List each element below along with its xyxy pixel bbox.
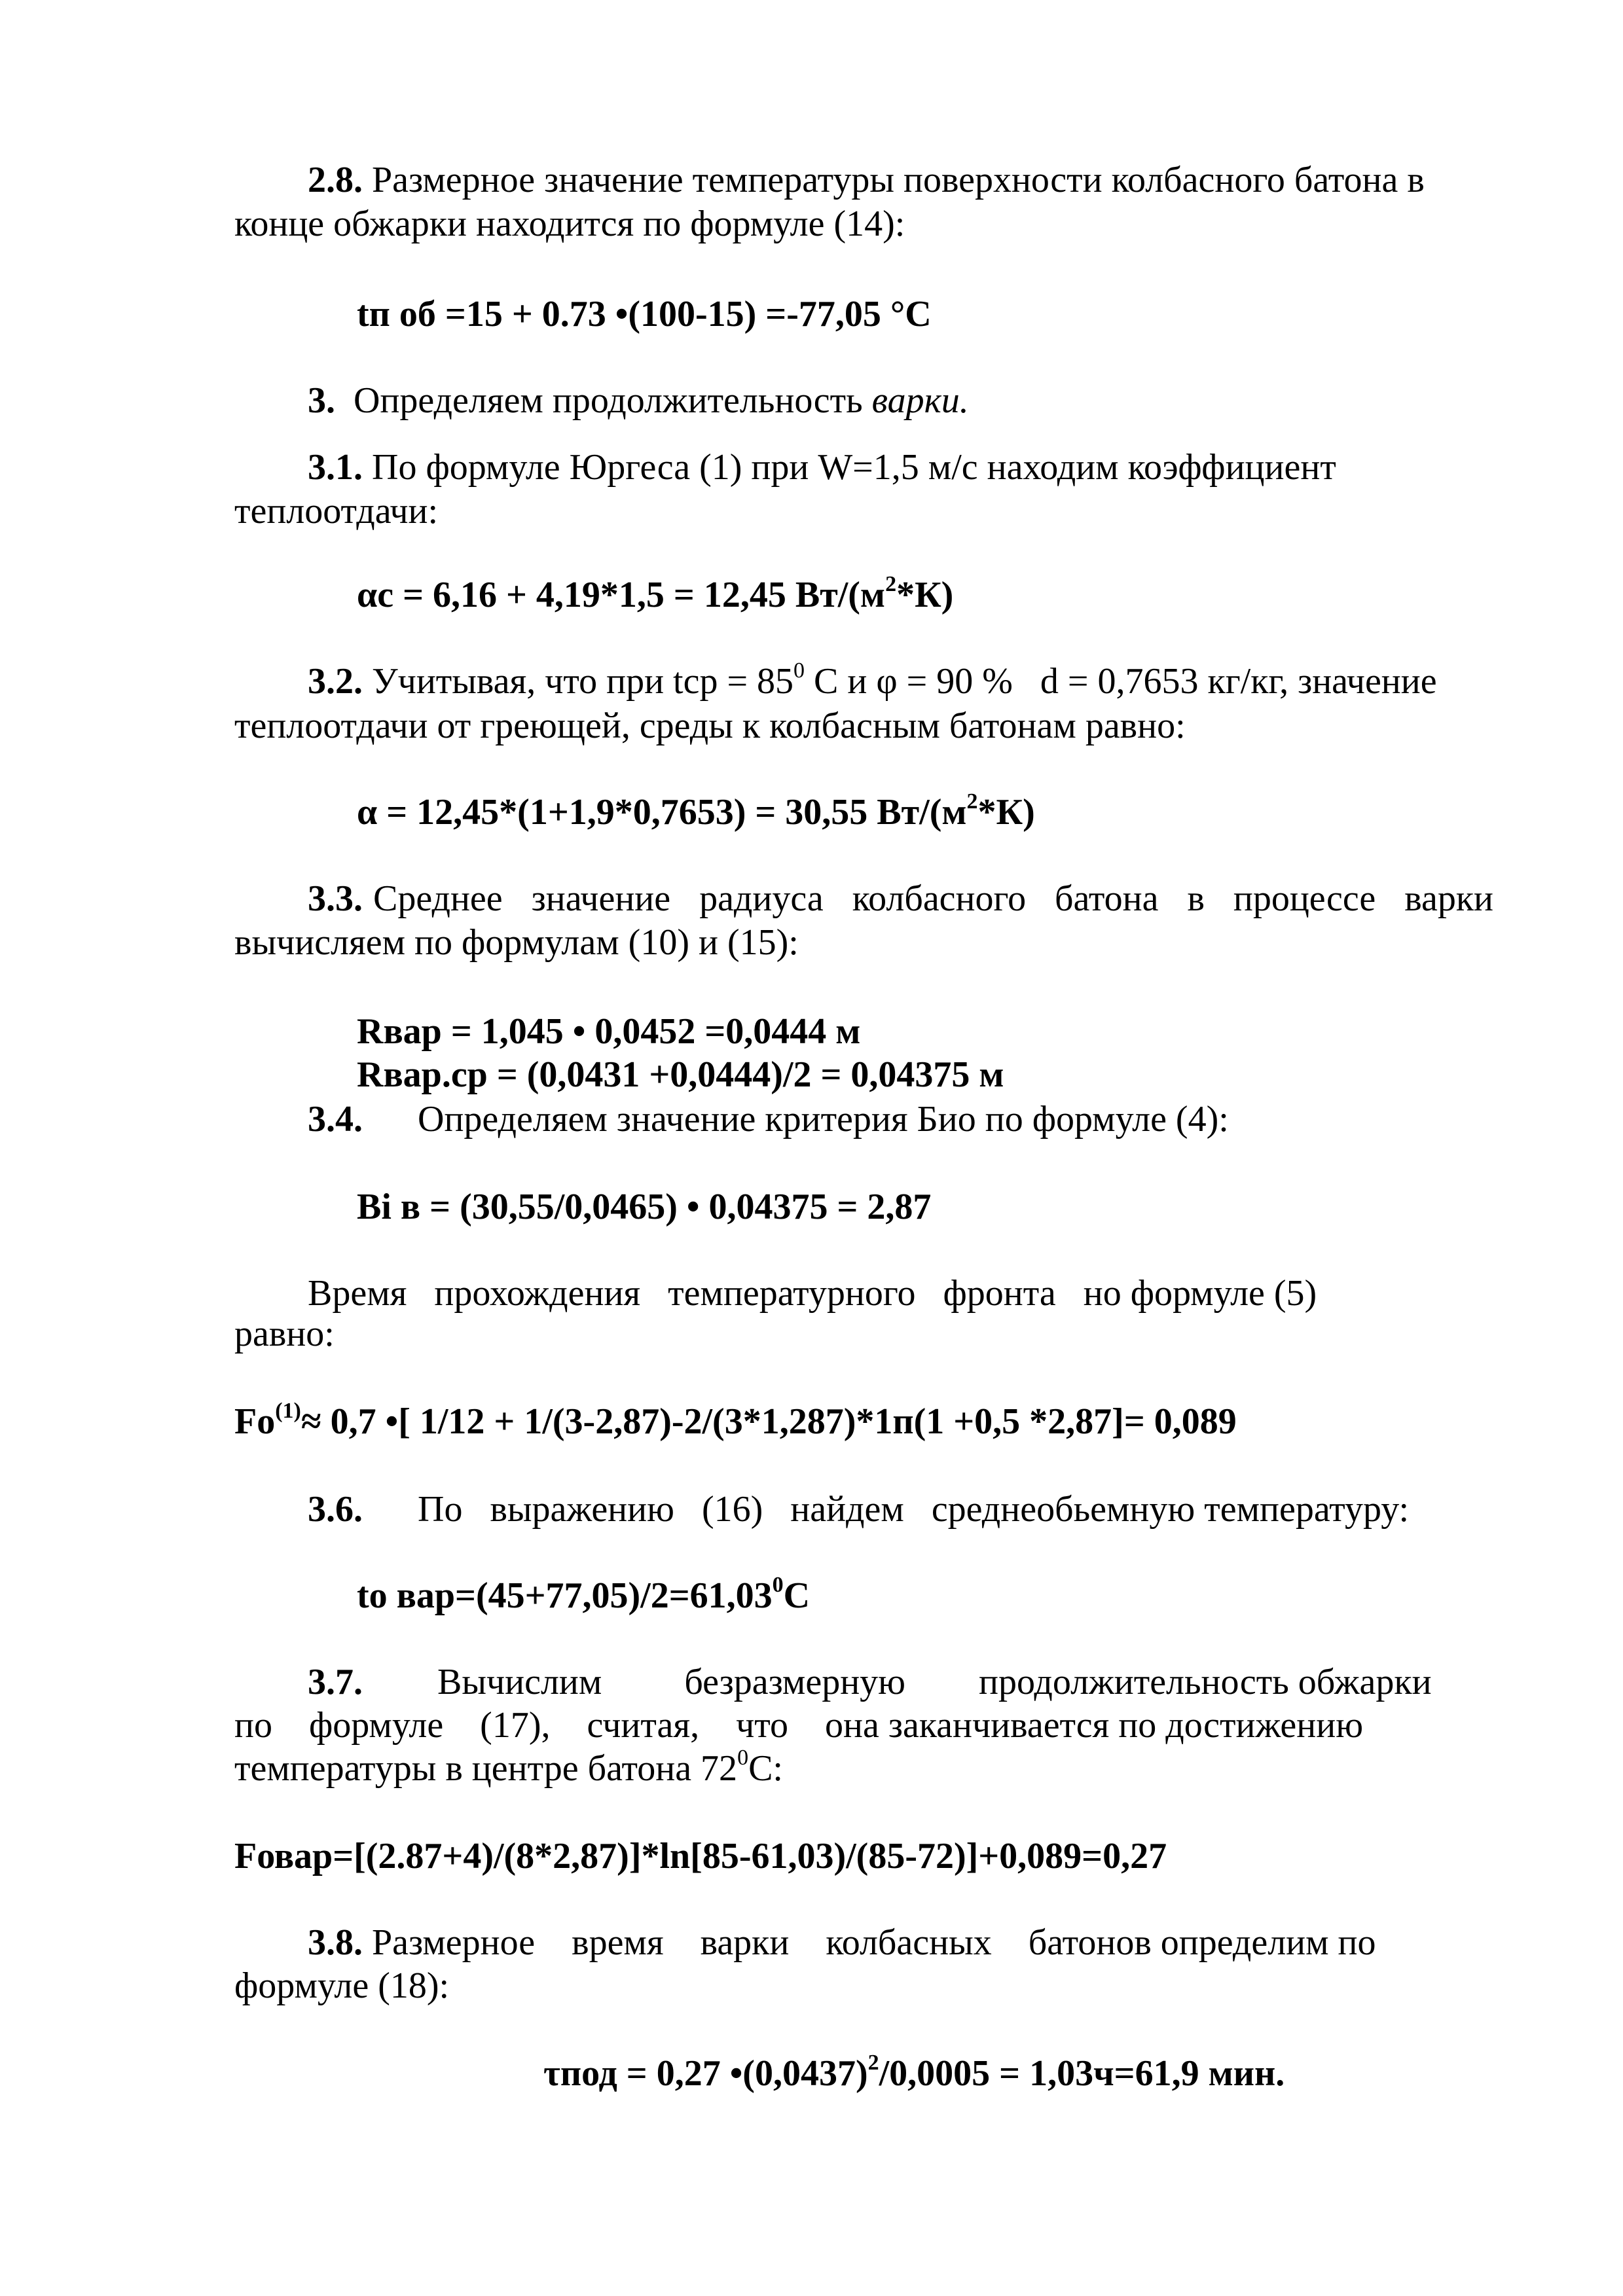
- section-2-8-text2: конце обжарки находится по формуле (14):: [234, 204, 905, 244]
- section-3-6-line: [308, 1491, 1409, 1528]
- formula-superscript: 2: [885, 572, 897, 597]
- section-3-6-number: 3.6.: [308, 1489, 363, 1530]
- formula-part: τпод = 0,27 •(0,0437): [543, 2053, 868, 2094]
- section-3-3-text1: Среднее значение радиуса колбасного батона в процессе варки: [373, 878, 1493, 919]
- formula-part: *К): [977, 792, 1035, 833]
- section-3-8-text1: Размерное время варки колбасных батонов определим по: [372, 1922, 1376, 1963]
- section-3-2-formula: [357, 789, 1035, 833]
- section-3-8-text2: формуле (18):: [234, 1965, 450, 2006]
- section-3-6-text: По выражению (16) найдем среднеобьемную температуру:: [418, 1489, 1410, 1530]
- section-3-7-formula: Fовар=[(2.87+4)/(8*2,87)]*ln[85-61,03)/(85-72)]+0,089=0,27: [234, 1836, 1167, 1876]
- section-3-3-number: 3.3.: [308, 878, 363, 919]
- section-3-7-text2: по формуле (17), считая, что она заканчивается по достижению: [234, 1705, 1364, 1746]
- section-3-4-formula: Bi в = (30,55/0,0465) • 0,04375 = 2,87: [357, 1187, 932, 1227]
- formula-superscript: 0: [772, 1573, 784, 1598]
- section-3-4-line: [308, 1101, 1229, 1138]
- section-3-2-line1: [308, 658, 1437, 702]
- section-3-8-number: 3.8.: [308, 1922, 363, 1963]
- section-2-8-formula: tп об =15 + 0.73 •(100-15) =-77,05 °С: [357, 294, 932, 334]
- section-3-3-text2: вычисляем по формулам (10) и (15):: [234, 922, 799, 963]
- formula-part: Fo: [234, 1401, 276, 1442]
- section-3-1-number: 3.1.: [308, 447, 363, 488]
- section-3-3-line1: [308, 880, 1493, 917]
- section-3-2-text2: теплоотдачи от греющей, среды к колбасным батонам равно:: [234, 706, 1186, 746]
- formula-part: /0,0005 = 1,03ч=61,9 мин.: [879, 2053, 1285, 2094]
- section-3-5-text2: равно:: [234, 1314, 335, 1354]
- section-3-4-text: Определяем значение критерия Био по формуле (4):: [418, 1099, 1229, 1139]
- formula-part: ≈ 0,7 •[ 1/12 + 1/(3-2,87)-2/(3*1,287)*1п(1 +0,5 *2,87]= 0,089: [301, 1401, 1237, 1442]
- section-3-8-line1: [308, 1924, 1376, 1961]
- section-3-7-number: 3.7.: [308, 1662, 363, 1702]
- formula-part: αс = 6,16 + 4,19*1,5 = 12,45 Вт/(м: [357, 575, 886, 615]
- section-3-7-text3: [234, 1746, 783, 1789]
- section-3-7-text1: Вычислим безразмерную продолжительность обжарки: [437, 1662, 1432, 1702]
- formula-superscript: 2: [867, 2051, 879, 2075]
- section-2-8-text1: Размерное значение температуры поверхности колбасного батона в: [372, 160, 1425, 200]
- formula-part: С: [783, 1575, 811, 1616]
- formula-part: to вар=(45+77,05)/2=61,03: [357, 1575, 773, 1616]
- superscript: 0: [737, 1746, 749, 1770]
- formula-superscript: 2: [966, 789, 978, 814]
- section-3-7-line1: [308, 1664, 1432, 1700]
- section-3-4-number: 3.4.: [308, 1099, 363, 1139]
- section-3-italic: варки.: [871, 380, 969, 421]
- section-3-1-line1: [308, 449, 1336, 486]
- section-3-1-formula: [357, 572, 954, 615]
- section-3-8-formula: [543, 2051, 1285, 2094]
- section-3-6-formula: [357, 1573, 811, 1616]
- formula-part: α = 12,45*(1+1,9*0,7653) = 30,55 Вт/(м: [357, 792, 967, 833]
- section-3-2-text1a: Учитывая, что при tср = 85: [372, 661, 794, 702]
- section-3-3-formula2: Rвар.ср = (0,0431 +0,0444)/2 = 0,04375 м: [357, 1054, 1004, 1095]
- superscript: 0: [793, 658, 805, 683]
- text-part: температуры в центре батона 72: [234, 1748, 738, 1789]
- section-3-3-formula1: Rвар = 1,045 • 0,0452 =0,0444 м: [357, 1011, 861, 1052]
- formula-superscript: (1): [275, 1399, 301, 1424]
- section-2-8-number: 2.8.: [308, 160, 363, 200]
- section-3-line: [308, 382, 969, 419]
- section-3-5-text1: Время прохождения температурного фронта но формуле (5): [308, 1273, 1317, 1314]
- section-3-text: Определяем продолжительность: [354, 380, 872, 421]
- section-3-2-text1b: С и φ = 90 % d = 0,7653 кг/кг, значение: [805, 661, 1437, 702]
- formula-part: *К): [896, 575, 954, 615]
- section-3-5-formula: [234, 1399, 1237, 1442]
- section-3-2-number: 3.2.: [308, 661, 363, 702]
- text-part: С:: [748, 1748, 783, 1789]
- section-3-1-text1: По формуле Юргеса (1) при W=1,5 м/с находим коэффициент: [372, 447, 1336, 488]
- section-2-8-line1: [308, 162, 1425, 198]
- section-3-1-text2: теплоотдачи:: [234, 491, 439, 531]
- section-3-number: 3.: [308, 380, 335, 421]
